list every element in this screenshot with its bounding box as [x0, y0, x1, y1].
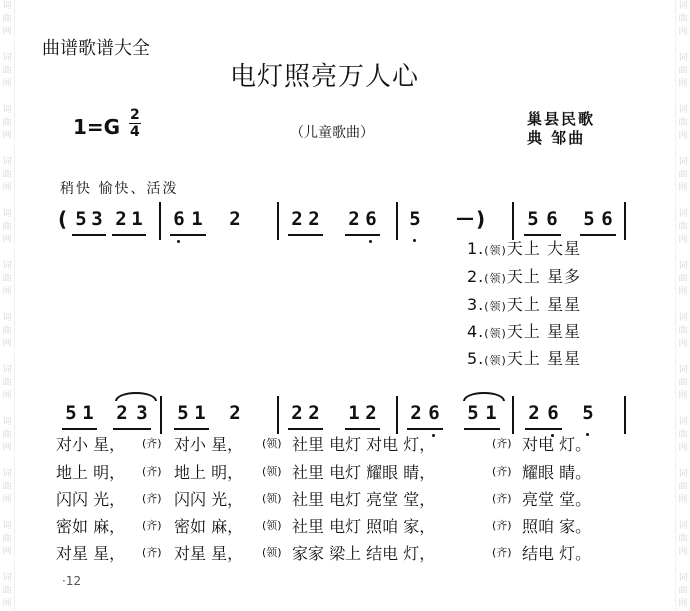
note: 6 [547, 402, 559, 424]
verse-start-1 [467, 236, 581, 259]
bar-line [396, 396, 398, 434]
verse-lyric: 天上 星星 [506, 322, 581, 341]
role-mark: (齐) [142, 492, 162, 505]
note: 1 [82, 402, 94, 424]
role-mark: (领) [484, 300, 507, 313]
verse-lyric: 天上 星星 [506, 295, 581, 314]
lyric-seg: 结电 灯。 [522, 544, 592, 563]
role-mark: (齐) [142, 465, 162, 478]
note: 2 [365, 402, 377, 424]
note: 2 [229, 402, 241, 424]
note: 2 [291, 208, 303, 230]
note: 2 [291, 402, 303, 424]
note: 5 [583, 208, 595, 230]
verse-lyric: 天上 大星 [506, 239, 581, 258]
lyric-seg: 密如 麻， [174, 517, 244, 536]
note: 6 [428, 402, 440, 424]
role-mark: (齐) [142, 437, 162, 450]
bar-line [396, 202, 398, 240]
role-mark: (齐) [492, 437, 512, 450]
song-title: 电灯照亮万人心 [230, 62, 420, 92]
bar-line [160, 396, 162, 434]
note: 2 [308, 208, 320, 230]
role-mark: (齐) [492, 546, 512, 559]
lyric-seg: 闪闪 光， [56, 490, 126, 509]
note: 3 [91, 208, 103, 230]
verse-number: 1. [467, 239, 485, 258]
role-mark: (齐) [492, 519, 512, 532]
low-octave-dot [413, 239, 416, 242]
beat-underline [407, 428, 443, 430]
open-paren: ( [58, 207, 68, 231]
beat-underline [62, 428, 97, 430]
note: 6 [601, 208, 613, 230]
verse-start-4 [467, 319, 581, 342]
time-signature-bottom: 4 [130, 124, 140, 140]
note: 2 [528, 402, 540, 424]
role-mark: (领) [484, 272, 507, 285]
low-octave-dot [177, 240, 180, 243]
credit-arranger: 典 邹曲 [527, 129, 586, 147]
rest-dash: — [456, 208, 474, 229]
note: 1 [194, 402, 206, 424]
verse-lyric: 天上 星星 [506, 349, 581, 368]
lyric-seg: 对星 星， [174, 544, 244, 563]
role-mark: (领) [484, 327, 507, 340]
credit-origin: 巢县民歌 [527, 110, 596, 128]
page-mark: ·12 [62, 574, 82, 588]
verse-number: 5. [467, 349, 485, 368]
low-octave-dot [369, 240, 372, 243]
note: 2 [308, 402, 320, 424]
verse-lyric: 天上 星多 [506, 267, 581, 286]
slur [115, 392, 157, 401]
key-signature: 1=G [73, 115, 121, 139]
beat-underline [170, 234, 206, 236]
lyric-seg: 地上 明， [56, 463, 126, 482]
beat-underline [580, 234, 616, 236]
note: 1 [485, 402, 497, 424]
role-mark: (领) [262, 465, 282, 478]
note: 5 [65, 402, 77, 424]
beat-underline [464, 428, 500, 430]
note: 2 [116, 402, 128, 424]
lyric-seg: 对星 星， [56, 544, 126, 563]
note: 2 [348, 208, 360, 230]
role-mark: (齐) [492, 492, 512, 505]
verse-number: 3. [467, 295, 485, 314]
site-name: 曲谱歌谱大全 [42, 38, 150, 59]
bar-line [277, 202, 279, 240]
beat-underline [288, 428, 323, 430]
role-mark: (领) [262, 519, 282, 532]
lyric-seg: 地上 明， [174, 463, 244, 482]
time-signature [129, 107, 141, 140]
role-mark: (领) [484, 354, 507, 367]
bar-line [624, 396, 626, 434]
lyric-seg: 社里 电灯 照咱 家， [292, 517, 436, 536]
bar-line [624, 202, 626, 240]
lyric-seg: 对小 星， [56, 435, 126, 454]
beat-underline [113, 428, 151, 430]
bar-line [159, 202, 161, 240]
role-mark: (齐) [142, 546, 162, 559]
note: 6 [546, 208, 558, 230]
beat-underline [288, 234, 323, 236]
bar-line [277, 396, 279, 434]
verse-start-2 [467, 264, 581, 287]
lyric-seg: 对小 星， [174, 435, 244, 454]
lyric-seg: 社里 电灯 亮堂 堂， [292, 490, 436, 509]
lyric-seg: 闪闪 光， [174, 490, 244, 509]
close-paren: ) [476, 207, 486, 231]
verse-start-3 [467, 292, 581, 315]
note: 3 [136, 402, 148, 424]
beat-underline [525, 428, 562, 430]
note: 1 [348, 402, 360, 424]
note: 5 [177, 402, 189, 424]
beat-underline [345, 428, 380, 430]
role-mark: (齐) [492, 465, 512, 478]
song-genre: （儿童歌曲） [290, 125, 374, 141]
lyric-seg: 社里 电灯 对电 灯， [292, 435, 436, 454]
staff-row-1 [0, 208, 690, 248]
note: 5 [527, 208, 539, 230]
tempo-marking: 稍快 愉快、活泼 [60, 181, 179, 197]
role-mark: (领) [262, 546, 282, 559]
note: 2 [115, 208, 127, 230]
lyric-seg: 耀眼 睛。 [522, 463, 592, 482]
note: 5 [582, 402, 594, 424]
lyric-seg: 家家 梁上 结电 灯， [292, 544, 436, 563]
slur [463, 392, 505, 401]
beat-underline [174, 428, 209, 430]
beat-underline [72, 234, 106, 236]
verse-number: 2. [467, 267, 485, 286]
beat-underline [345, 234, 380, 236]
note: 2 [229, 208, 241, 230]
note: 1 [131, 208, 143, 230]
verse-number: 4. [467, 322, 485, 341]
lyric-seg: 密如 麻， [56, 517, 126, 536]
lyric-seg: 社里 电灯 耀眼 睛， [292, 463, 436, 482]
watermark-right: 词 曲 网 词 曲 网 词 曲 网 词 曲 网 词 曲 网 词 曲 网 词 曲 网 词 曲 网 词 曲 网 词 曲 网 词 曲 网 词 曲 网 [675, 0, 690, 611]
time-signature-top: 2 [130, 107, 140, 123]
lyric-seg: 对电 灯。 [522, 435, 592, 454]
role-mark: (领) [262, 437, 282, 450]
note: 5 [409, 208, 421, 230]
verse-start-5 [467, 346, 581, 369]
note: 5 [467, 402, 479, 424]
note: 2 [410, 402, 422, 424]
watermark-left: 词 曲 网 词 曲 网 词 曲 网 词 曲 网 词 曲 网 词 曲 网 词 曲 网 词 曲 网 词 曲 网 词 曲 网 词 曲 网 词 曲 网 [0, 0, 15, 611]
beat-underline [112, 234, 146, 236]
note: 6 [365, 208, 377, 230]
role-mark: (齐) [142, 519, 162, 532]
note: 6 [173, 208, 185, 230]
note: 1 [191, 208, 203, 230]
role-mark: (领) [262, 492, 282, 505]
note: 5 [75, 208, 87, 230]
bar-line [512, 202, 514, 240]
lyric-seg: 亮堂 堂。 [522, 490, 592, 509]
bar-line [512, 396, 514, 434]
role-mark: (领) [484, 244, 507, 257]
lyric-seg: 照咱 家。 [522, 517, 592, 536]
